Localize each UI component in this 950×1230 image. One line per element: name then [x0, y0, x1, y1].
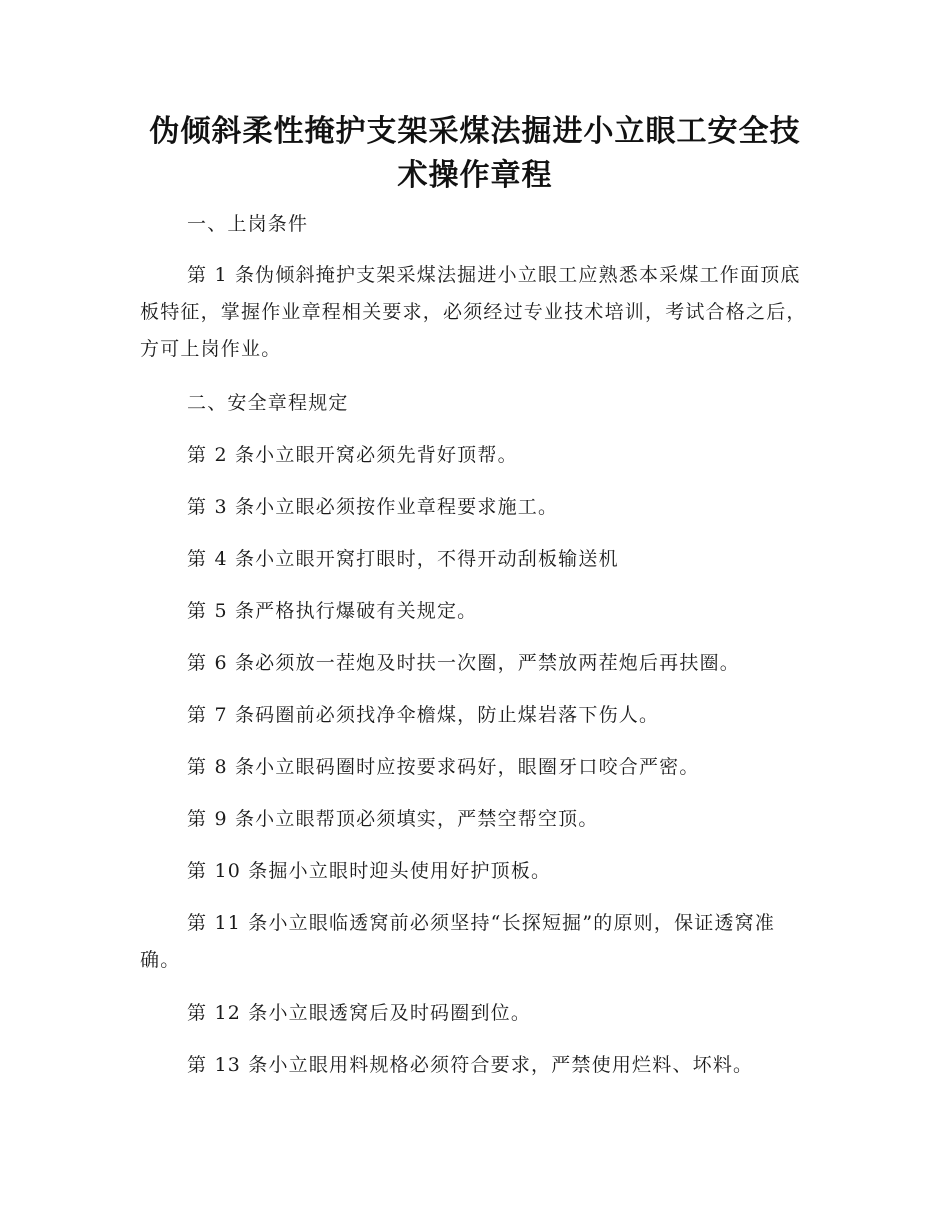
article-3: 第 3 条小立眼必须按作业章程要求施工。	[187, 496, 559, 518]
article-11: 第 11 条小立眼临透窝前必须坚持“长探短掘”的原则，保证透窝准确。	[140, 912, 776, 971]
article-4: 第 4 条小立眼开窝打眼时，不得开动刮板输送机	[187, 548, 619, 570]
article-5: 第 5 条严格执行爆破有关规定。	[187, 600, 478, 622]
article-6: 第 6 条必须放一茬炮及时扶一次圈，严禁放两茬炮后再扶圈。	[187, 652, 740, 674]
section-heading-safety-rules: 二、安全章程规定	[187, 392, 349, 414]
article-1: 第 1 条伪倾斜掩护支架采煤法掘进小立眼工应熟悉本采煤工作面顶底板特征，掌握作业章程相关要求，必须经过专业技术培训，考试合格之后，方可上岗作业。	[140, 264, 807, 360]
article-8: 第 8 条小立眼码圈时应按要求码好，眼圈牙口咬合严密。	[187, 756, 700, 778]
section-heading-job-requirements: 一、上岗条件	[187, 213, 309, 235]
article-13: 第 13 条小立眼用料规格必须符合要求，严禁使用烂料、坏料。	[187, 1054, 754, 1076]
article-2: 第 2 条小立眼开窝必须先背好顶帮。	[187, 444, 518, 466]
article-9: 第 9 条小立眼帮顶必须填实，严禁空帮空顶。	[187, 808, 599, 830]
article-10: 第 10 条掘小立眼时迎头使用好护顶板。	[187, 860, 552, 882]
document-title: 伪倾斜柔性掩护支架采煤法掘进小立眼工安全技术操作章程	[149, 114, 801, 193]
article-12: 第 12 条小立眼透窝后及时码圈到位。	[187, 1002, 532, 1024]
article-7: 第 7 条码圈前必须找净伞檐煤，防止煤岩落下伤人。	[187, 704, 660, 726]
